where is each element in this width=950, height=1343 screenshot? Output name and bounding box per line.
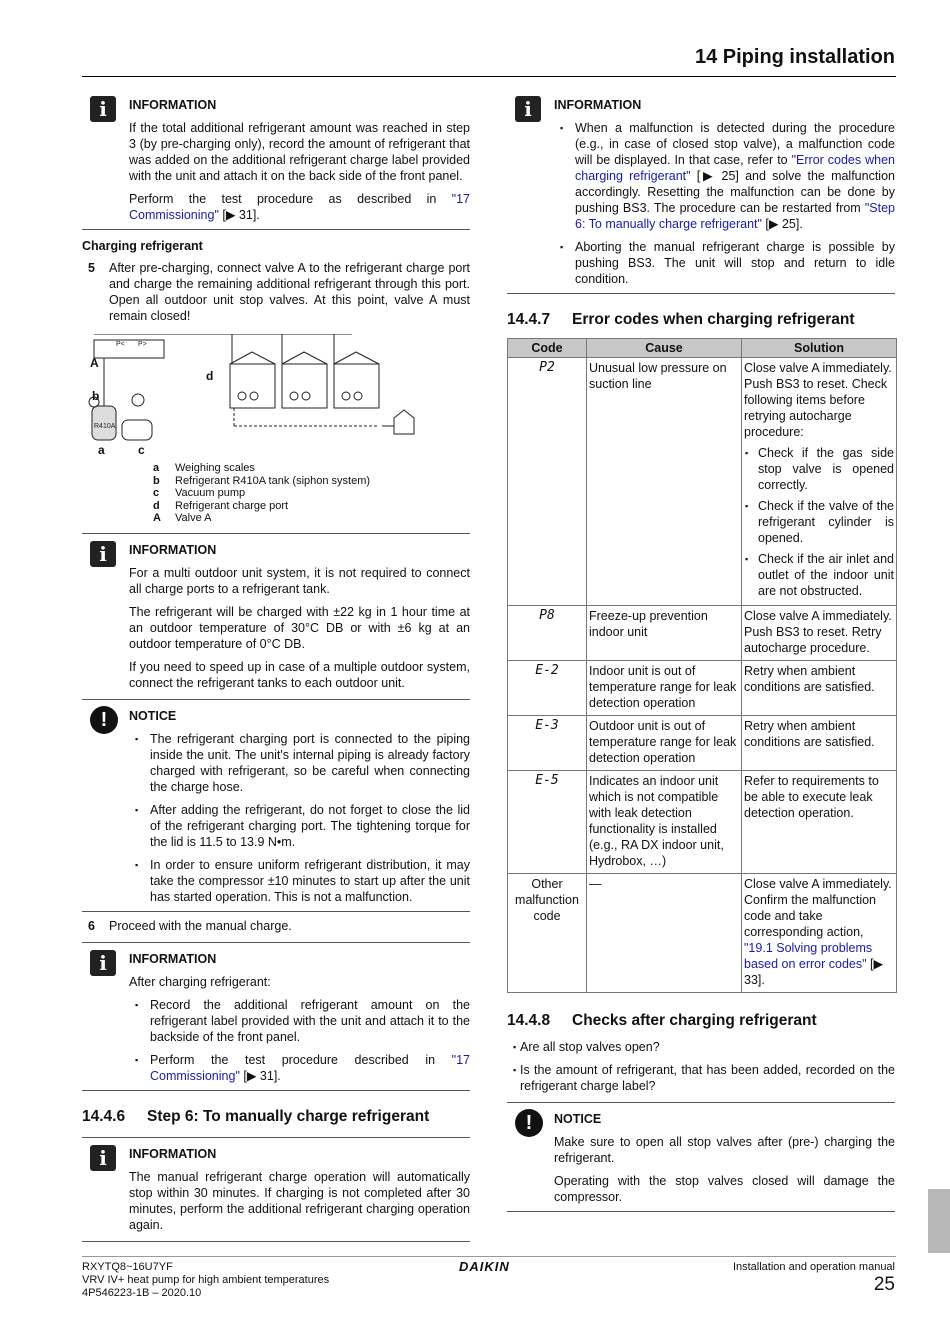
info-text: The manual refrigerant charge operation will automatically stop within 30 minutes. If charging is not completed after 30 minutes, perform the additional refrigerant charging operation again. <box>129 1169 470 1232</box>
table-row <box>508 661 897 716</box>
error-cause: Freeze-up prevention indoor unit <box>587 606 742 661</box>
info-text-commissioning: Perform the test procedure as described in "17 Commissioning" [▶ 31]. <box>129 192 470 222</box>
label-a: a <box>98 443 105 457</box>
notice-icon: ! <box>515 1109 543 1137</box>
info-box-multi-outdoor <box>82 533 470 700</box>
legend-item: a Weighing scales <box>153 462 255 474</box>
left-column <box>82 89 470 1242</box>
information-icon: i <box>90 950 116 976</box>
section-14-4-8-heading: 14.4.8 Checks after charging refrigerant <box>507 1012 817 1029</box>
info-box-additional-amount <box>82 89 470 230</box>
footer-doc-number: 4P546223-1B – 2020.10 <box>82 1287 202 1299</box>
link-19-1-solving-problems[interactable]: "19.1 Solving problems based on error codes" <box>744 941 873 971</box>
link-17-commissioning[interactable]: "17 Commissioning" <box>129 192 470 222</box>
notice-text: Operating with the stop valves closed will damage the compressor. <box>554 1174 895 1204</box>
error-solution: Retry when ambient conditions are satisfied. <box>742 661 897 716</box>
info-text: For a multi outdoor unit system, it is not required to connect all charge ports to a refrigerant tank. <box>129 565 470 596</box>
legend-item: b Refrigerant R410A tank (siphon system) <box>153 474 371 487</box>
refrigerant-charge-diagram <box>82 334 472 460</box>
right-column <box>507 89 895 1212</box>
pressure-high-label: P> <box>138 341 147 348</box>
info-box-malfunction <box>507 89 895 294</box>
info-heading: INFORMATION <box>129 1146 217 1161</box>
table-row <box>508 606 897 661</box>
info-text: The refrigerant will be charged with ±22 kg in 1 hour time at an outdoor temperature of 30°C DB or with ±6 kg at an outdoor temperature of 0°C DB. <box>129 604 470 651</box>
table-row <box>508 874 897 993</box>
page-section-title: 14 Piping installation <box>694 46 895 68</box>
error-code: E-5 <box>508 771 587 874</box>
pressure-low-label: P< <box>116 341 125 348</box>
charging-diagram <box>82 334 470 460</box>
info-bullet: ▪ Aborting the manual refrigerant charge is possible by pushing BS3. The unit will stop and return to idle condition. <box>554 239 895 287</box>
error-cause: Indoor unit is out of temperature range for leak detection operation <box>587 661 742 716</box>
step-6: 6 Proceed with the manual charge. <box>88 918 292 933</box>
notice-box-charging-port <box>82 700 470 912</box>
info-text: If you need to speed up in case of a multiple outdoor system, connect the refrigerant tanks to each outdoor unit. <box>129 659 470 690</box>
table-header-row <box>508 339 897 358</box>
footer-left <box>82 1261 329 1300</box>
error-cause: — <box>587 874 742 993</box>
info-heading: INFORMATION <box>129 542 217 557</box>
check-item: ▪ Is the amount of refrigerant, that has been added, recorded on the refrigerant charge label? <box>507 1062 895 1094</box>
notice-bullet: ▪ In order to ensure uniform refrigerant distribution, it may take the compressor ±10 minutes to start up after the unit has started operation. This is not a malfunction. <box>129 857 470 905</box>
error-code: E-2 <box>508 661 587 716</box>
column-header: Cause <box>587 339 742 358</box>
footer-description: VRV IV+ heat pump for high ambient temperatures <box>82 1274 330 1286</box>
error-cause: Unusual low pressure on suction line <box>587 358 742 606</box>
table-row <box>508 358 897 606</box>
error-solution: Close valve A immediately. Push BS3 to reset. Check following items before retrying autocharge procedure: ▪ Check if the gas side stop valve is opened correctly. ▪ Check if the valve of the refrigerant cylinder is opened. ▪ Check if the air inlet and outlet of the indoor unit are not obstructed. <box>742 358 897 606</box>
error-code: P2 <box>508 358 587 606</box>
notice-heading: NOTICE <box>129 708 177 723</box>
label-A: A <box>90 356 99 370</box>
notice-icon: ! <box>90 706 118 734</box>
legend-item: d Refrigerant charge port <box>153 499 289 512</box>
error-cause: Indicates an indoor unit which is not compatible with leak detection functionality is installed (e.g., RA DX indoor unit, Hydrobox, …) <box>587 771 742 874</box>
information-icon: i <box>90 541 116 567</box>
legend-item: c Vacuum pump <box>153 487 246 499</box>
check-item: ▪ Are all stop valves open? <box>507 1039 895 1055</box>
footer-divider <box>82 1256 896 1257</box>
error-code: E-3 <box>508 716 587 771</box>
footer-manual-title: Installation and operation manual <box>732 1261 895 1273</box>
info-box-manual-charge <box>82 1137 470 1242</box>
info-box-after-charging <box>82 942 470 1091</box>
notice-box-stop-valves <box>507 1102 895 1212</box>
tank-label: R410A <box>94 423 116 430</box>
error-solution: Close valve A immediately. Confirm the malfunction code and take corresponding action, "19.1 Solving problems based on error codes" [▶ 33]. <box>742 874 897 993</box>
error-solution: Retry when ambient conditions are satisfied. <box>742 716 897 771</box>
info-heading: INFORMATION <box>129 98 217 112</box>
link-error-codes[interactable]: "Error codes when charging refrigerant" <box>575 153 895 183</box>
error-codes-table <box>507 338 897 993</box>
information-icon: i <box>515 96 541 122</box>
diagram-legend <box>153 462 470 525</box>
subheading-charging-refrigerant: Charging refrigerant <box>82 239 203 253</box>
column-header: Code <box>508 339 587 358</box>
footer-model: RXYTQ8~16U7YF <box>82 1261 173 1273</box>
legend-item: A Valve A <box>153 512 212 524</box>
info-heading: INFORMATION <box>129 951 217 966</box>
label-c: c <box>138 443 145 457</box>
error-solution: Refer to requirements to be able to execute leak detection operation. <box>742 771 897 874</box>
notice-bullet: ▪ After adding the refrigerant, do not forget to close the lid of the refrigerant charging port. The tightening torque for the lid is 11.5 to 13.9 N•m. <box>129 802 470 850</box>
page-number: 25 <box>873 1274 895 1295</box>
footer-right <box>733 1261 895 1296</box>
table-row <box>508 771 897 874</box>
solution-bullet: ▪ Check if the valve of the refrigerant cylinder is opened. <box>744 498 894 546</box>
section-14-4-6-heading: 14.4.6 Step 6: To manually charge refrigerant <box>82 1107 430 1125</box>
chapter-tab-marker <box>928 1189 950 1253</box>
info-bullet: ▪ Record the additional refrigerant amount on the refrigerant label provided with the unit and attach it to the backside of the front panel. <box>129 997 470 1045</box>
brand-logo: DAIKIN <box>459 1259 510 1274</box>
error-code: P8 <box>508 606 587 661</box>
notice-heading: NOTICE <box>554 1112 602 1126</box>
info-heading: INFORMATION <box>554 98 642 112</box>
info-bullet: ▪ Perform the test procedure described in "17 Commissioning" [▶ 31]. <box>129 1052 470 1084</box>
solution-bullet: ▪ Check if the gas side stop valve is opened correctly. <box>744 445 894 493</box>
link-17-commissioning[interactable]: "17 Commissioning" <box>150 1052 470 1083</box>
info-text: After charging refrigerant: <box>129 974 271 989</box>
error-cause: Outdoor unit is out of temperature range for leak detection operation <box>587 716 742 771</box>
notice-bullet: ▪ The refrigerant charging port is connected to the piping inside the unit. The unit's internal piping is already factory charged with refrigerant, so be careful when connecting the charge hose. <box>129 731 470 795</box>
section-14-4-7-heading: 14.4.7 Error codes when charging refrigerant <box>507 311 855 328</box>
header-divider <box>82 76 896 77</box>
column-header: Solution <box>742 339 897 358</box>
label-d: d <box>206 369 214 383</box>
table-row <box>508 716 897 771</box>
link-step-6[interactable]: "Step 6: To manually charge refrigerant" <box>575 201 895 231</box>
information-icon: i <box>90 1145 116 1171</box>
notice-text: Make sure to open all stop valves after (pre-) charging the refrigerant. <box>554 1135 895 1165</box>
information-icon: i <box>90 96 116 122</box>
label-b: b <box>92 389 100 403</box>
step-5: 5 After pre-charging, connect valve A to the refrigerant charge port and charge the remaining additional refrigerant through this port. Open all outdoor unit stop valves. At this point, valve A must remain closed! <box>88 261 470 323</box>
info-text: If the total additional refrigerant amount was reached in step 3 (by pre-charging only), record the amount of refrigerant that was added on the additional refrigerant charge label provided with the unit and attach it on the back side of the front panel. <box>129 121 470 183</box>
info-bullet: ▪ When a malfunction is detected during the procedure (e.g., in case of closed stop valve), a malfunction code will be displayed. In that case, refer to "Error codes when charging refrigerant" [▶ 25] and solve the malfunction accordingly. Resetting the malfunction can be done by pushing BS3. The procedure can be restarted from "Step 6: To manually charge refrigerant" [▶ 25]. <box>554 120 895 232</box>
solution-bullet: ▪ Check if the air inlet and outlet of the indoor unit are not obstructed. <box>744 551 894 599</box>
error-solution: Close valve A immediately. Push BS3 to reset. Retry autocharge procedure. <box>742 606 897 661</box>
error-code: Other malfunction code <box>508 874 587 993</box>
